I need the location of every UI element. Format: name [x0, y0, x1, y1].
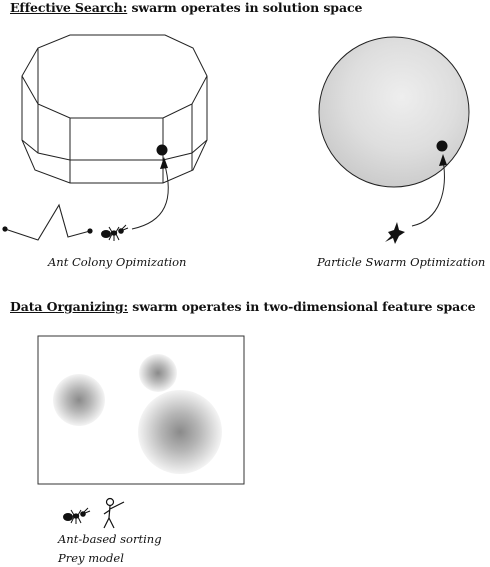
caption-prey-model: Prey model: [58, 551, 124, 565]
bird-icon: [385, 222, 405, 244]
heading-lead: Effective Search:: [10, 0, 128, 15]
cluster-top: [139, 354, 177, 392]
caption-ant-colony: Ant Colony Opimization: [48, 255, 187, 269]
heading-lead: Data Organizing:: [10, 299, 129, 314]
caption-ant-sorting: Ant-based sorting: [58, 532, 162, 546]
ant-path: [5, 205, 90, 240]
octagonal-prism: [22, 35, 207, 183]
heading-rest: swarm operates in two-dimensional feature space: [128, 299, 476, 314]
path-start-dot: [2, 226, 7, 231]
ant-icon-sorting: [63, 508, 90, 524]
caption-particle-swarm: Particle Swarm Optimization: [317, 255, 486, 269]
section-heading-data-organizing: [10, 299, 476, 314]
sphere-target-dot: [437, 141, 448, 152]
heading-rest: swarm operates in solution space: [127, 0, 363, 15]
prey-figure-icon: [104, 499, 124, 529]
path-end-dot: [87, 228, 92, 233]
prism-target-dot: [157, 145, 168, 156]
cluster-large: [138, 390, 222, 474]
cluster-left: [53, 374, 105, 426]
ant-icon: [101, 225, 128, 241]
